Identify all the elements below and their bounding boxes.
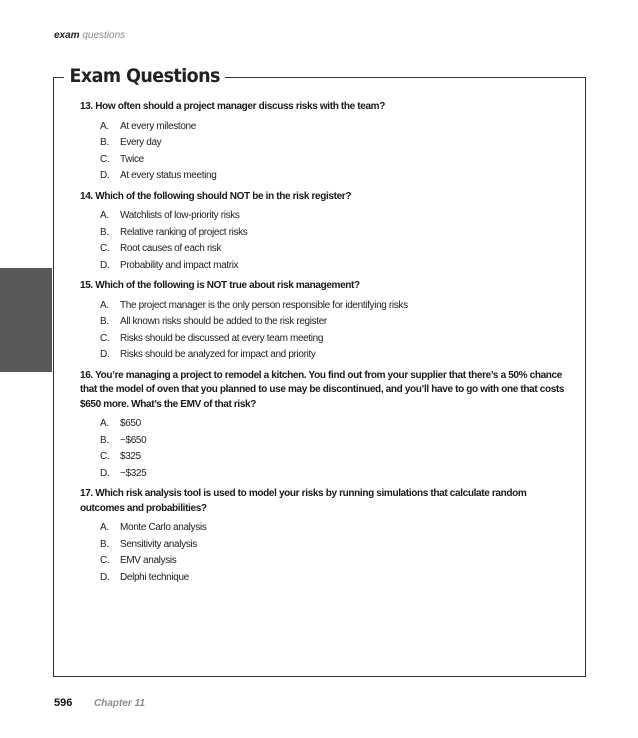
choice-letter: A. — [100, 418, 109, 429]
choice-a — [80, 208, 570, 225]
choice-letter: B. — [100, 434, 109, 446]
choice-list — [80, 208, 570, 274]
choice-text: EMV analysis — [120, 555, 177, 566]
choice-letter: D. — [100, 259, 110, 271]
choice-text: Monte Carlo analysis — [120, 522, 207, 533]
choice-c — [80, 152, 570, 169]
choice-b — [80, 225, 570, 242]
page-footer — [54, 697, 145, 709]
choice-text: Twice — [120, 153, 144, 165]
choice-letter: A. — [100, 299, 109, 311]
choice-letter: C. — [100, 243, 110, 254]
choice-a — [80, 119, 570, 136]
chapter-thumb-tab — [0, 268, 52, 372]
choice-text: Sensitivity analysis — [120, 538, 197, 550]
choice-a — [80, 298, 570, 315]
question-text: 14. Which of the following should NOT be in the risk register? — [80, 190, 352, 202]
running-header-strong: exam — [54, 30, 80, 41]
choice-text: $650 — [120, 418, 141, 429]
choice-text: Root causes of each risk — [120, 243, 222, 254]
choice-letter: A. — [100, 120, 109, 132]
choice-c — [80, 553, 570, 570]
question-17 — [80, 487, 570, 586]
choice-text: At every milestone — [120, 120, 196, 132]
choice-d — [80, 466, 570, 483]
choice-b — [80, 537, 570, 554]
choice-letter: A. — [100, 210, 109, 221]
question-13 — [80, 100, 570, 185]
choice-text: −$650 — [120, 434, 147, 446]
choice-text: All known risks should be added to the risk register — [120, 316, 327, 327]
running-header-soft: questions — [79, 30, 126, 41]
question-text: 15. Which of the following is NOT true about risk management? — [80, 280, 360, 291]
choice-letter: D. — [100, 170, 110, 181]
question-14 — [80, 190, 570, 275]
choice-letter: C. — [100, 153, 110, 165]
choice-d — [80, 168, 570, 185]
choice-list — [80, 298, 570, 364]
running-header — [54, 30, 125, 41]
choice-list — [80, 416, 570, 482]
choice-text: Watchlists of low-priority risks — [120, 210, 240, 221]
choice-text: −$325 — [120, 467, 147, 479]
choice-letter: B. — [100, 226, 109, 238]
chapter-label: Chapter 11 — [94, 698, 145, 709]
question-text: 17. Which risk analysis tool is used to model your risks by running simulations that calculate random outcomes and probabilities? — [80, 488, 527, 514]
choice-text: Risks should be analyzed for impact and priority — [120, 349, 316, 360]
choice-a — [80, 416, 570, 433]
question-16 — [80, 369, 570, 483]
choice-letter: C. — [100, 332, 110, 344]
choice-d — [80, 570, 570, 587]
choice-text: The project manager is the only person responsible for identifying risks — [120, 299, 408, 311]
choice-text: At every status meeting — [120, 170, 217, 181]
choice-b — [80, 135, 570, 152]
choice-text: Delphi technique — [120, 571, 189, 583]
choice-letter: D. — [100, 467, 110, 479]
choice-list — [80, 520, 570, 586]
question-15 — [80, 279, 570, 364]
choice-letter: C. — [100, 451, 110, 462]
choice-text: Probability and impact matrix — [120, 259, 239, 271]
choice-c — [80, 241, 570, 258]
question-list — [80, 100, 570, 591]
page-number: 596 — [54, 697, 73, 709]
choice-list — [80, 119, 570, 185]
choice-letter: B. — [100, 137, 109, 148]
choice-text: Relative ranking of project risks — [120, 226, 248, 238]
choice-letter: B. — [100, 538, 109, 550]
choice-text: $325 — [120, 451, 141, 462]
choice-text: Every day — [120, 137, 162, 148]
choice-a — [80, 520, 570, 537]
choice-b — [80, 433, 570, 450]
choice-c — [80, 331, 570, 348]
choice-letter: D. — [100, 349, 110, 360]
choice-letter: C. — [100, 555, 110, 566]
choice-letter: B. — [100, 316, 109, 327]
choice-d — [80, 258, 570, 275]
box-title: Exam Questions — [64, 64, 225, 88]
choice-c — [80, 449, 570, 466]
choice-letter: D. — [100, 571, 110, 583]
choice-b — [80, 314, 570, 331]
choice-letter: A. — [100, 522, 109, 533]
choice-text: Risks should be discussed at every team meeting — [120, 332, 324, 344]
question-text: 13. How often should a project manager discuss risks with the team? — [80, 101, 385, 112]
question-text: 16. You’re managing a project to remodel a kitchen. You find out from your supplier that there’s a 50% chance that the model of oven that you planned to use may be discontinued, and you’ll have to go with one that costs $650 more. What’s the EMV of that risk? — [80, 369, 565, 410]
choice-d — [80, 347, 570, 364]
